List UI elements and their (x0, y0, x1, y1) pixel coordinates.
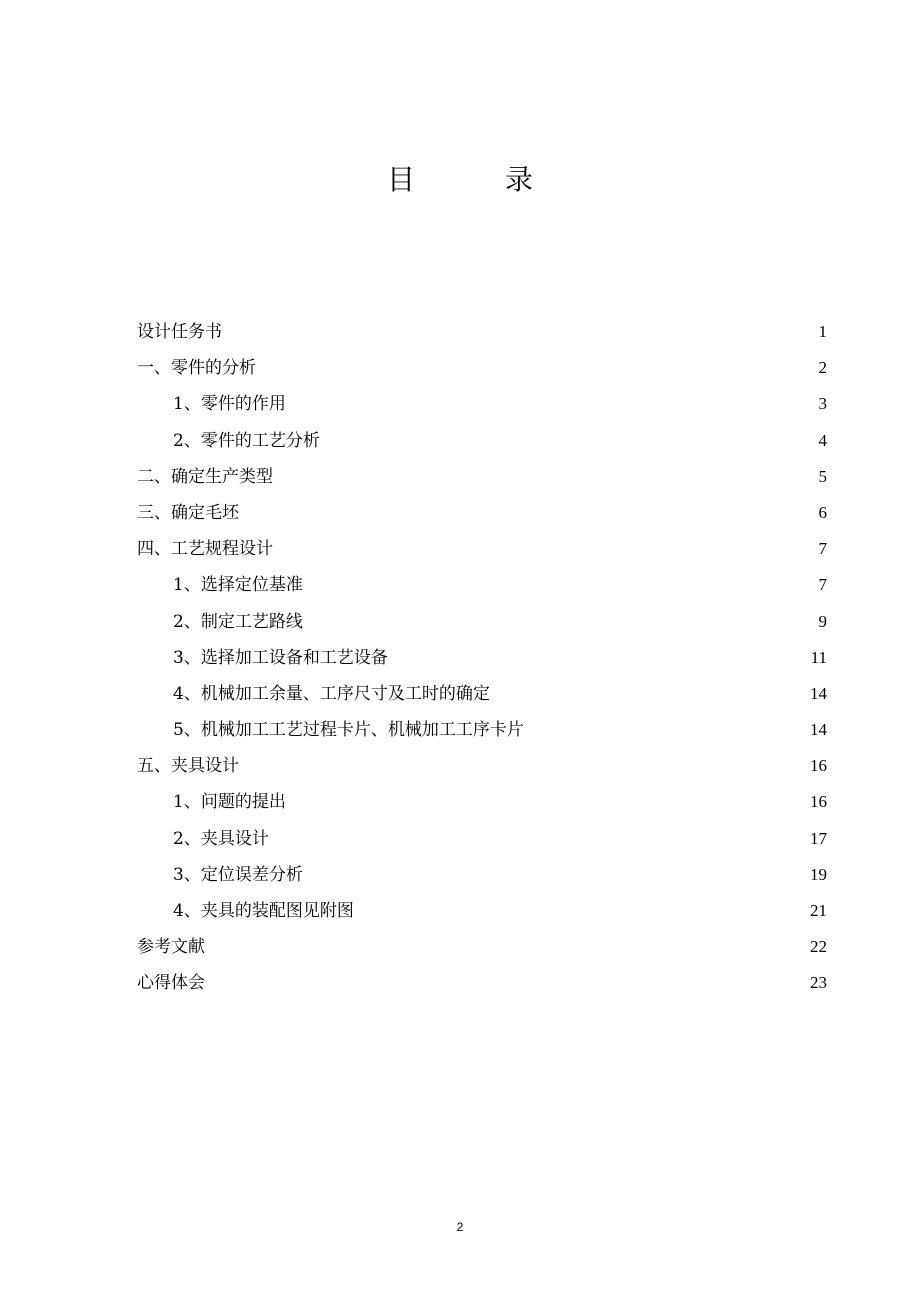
toc-entry[interactable] (137, 640, 827, 676)
toc-entry-label: 3、选择加工设备和工艺设备 (173, 647, 388, 668)
toc-entry[interactable] (137, 459, 827, 495)
page-number: 2 (456, 1220, 464, 1234)
toc-entry-label: 1、问题的提出 (173, 792, 286, 813)
toc-entry-page: 3 (818, 394, 827, 414)
toc-entry[interactable] (137, 929, 827, 965)
page-title: 目录 (386, 163, 623, 196)
toc-entry-label: 设计任务书 (137, 322, 222, 342)
toc-entry-page: 14 (810, 720, 827, 740)
toc-entry-page: 19 (810, 864, 827, 884)
toc-entry[interactable] (137, 893, 827, 929)
toc-entry-page: 14 (810, 683, 827, 703)
toc-entry-page: 21 (810, 901, 827, 920)
toc-entry-page: 2 (818, 358, 827, 378)
toc-entry-page: 6 (818, 502, 827, 522)
toc-entry-page: 11 (810, 647, 827, 667)
toc-entry-label: 心得体会 (137, 973, 205, 994)
toc-entry-label: 4、夹具的装配图见附图 (173, 901, 354, 921)
toc-entry-page: 7 (818, 575, 827, 595)
toc-entry[interactable] (137, 821, 827, 857)
toc-entry[interactable] (137, 350, 827, 386)
toc-entry-page: 23 (810, 973, 827, 993)
toc-entry-label: 三、确定毛坯 (137, 502, 239, 523)
toc-entry[interactable] (137, 567, 827, 603)
toc-entry[interactable] (137, 857, 827, 893)
toc-entry[interactable] (137, 965, 827, 1001)
toc-entry-label: 1、选择定位基准 (173, 575, 303, 596)
toc-entry-page: 22 (810, 937, 827, 957)
toc-entry[interactable] (137, 784, 827, 820)
toc-entry-label: 4、机械加工余量、工序尺寸及工时的确定 (173, 683, 490, 704)
toc-entry-page: 5 (818, 466, 827, 486)
toc-entry-label: 五、夹具设计 (137, 756, 239, 777)
toc-entry-label: 二、确定生产类型 (137, 466, 273, 487)
toc-entry-page: 4 (818, 430, 827, 450)
toc-entry-label: 2、零件的工艺分析 (173, 430, 320, 451)
toc-entry-label: 3、定位误差分析 (173, 864, 303, 885)
toc-entry-label: 5、机械加工工艺过程卡片、机械加工工序卡片 (173, 720, 524, 741)
toc-entry[interactable] (137, 495, 827, 531)
toc-entry[interactable] (137, 748, 827, 784)
toc-entry[interactable] (137, 314, 827, 350)
toc-entry-label: 2、夹具设计 (173, 828, 269, 849)
toc-entry[interactable] (137, 531, 827, 567)
toc-entry[interactable] (137, 423, 827, 459)
toc-entry[interactable] (137, 676, 827, 712)
toc-entry[interactable] (137, 604, 827, 640)
toc-entry-page: 17 (810, 828, 827, 848)
toc-entry-label: 2、制定工艺路线 (173, 611, 303, 632)
toc-entry-label: 参考文献 (137, 937, 205, 958)
toc-entry-page: 16 (810, 792, 827, 812)
toc-entry-page: 9 (818, 611, 827, 631)
toc-entry-page: 7 (818, 539, 827, 559)
toc-entry[interactable] (137, 712, 827, 748)
toc-entry-page: 1 (818, 322, 827, 341)
toc-entry-label: 一、零件的分析 (137, 358, 256, 379)
table-of-contents (137, 314, 827, 1002)
toc-entry-label: 四、工艺规程设计 (137, 539, 273, 560)
toc-entry[interactable] (137, 386, 827, 422)
toc-entry-page: 16 (810, 756, 827, 776)
toc-entry-label: 1、零件的作用 (173, 394, 286, 415)
